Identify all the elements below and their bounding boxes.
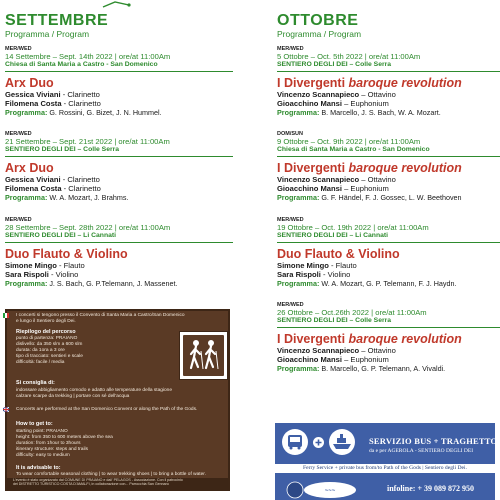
performer: Vincenzo Scannapieco – Ottavino bbox=[277, 175, 396, 184]
info-line: punto di partenza: PRAIANO bbox=[16, 336, 78, 341]
footer-line: dei DISTRETTO TURISTICO COSTA D'AMALFI, in collaborazione con... Parrocchia San Gennaro bbox=[13, 482, 169, 486]
event-oct-5 bbox=[277, 46, 500, 117]
divider bbox=[5, 242, 233, 243]
info-heading: It is advisable to: bbox=[16, 465, 61, 471]
performer: Gessica Viviani - Clarinetto bbox=[5, 90, 100, 99]
program-line: Programma: G. F. Händel, F. J. Gossec, L. W. Beethoven bbox=[277, 193, 462, 202]
bus-icon bbox=[281, 428, 309, 456]
svg-text:~~~: ~~~ bbox=[324, 488, 336, 495]
event-day: MER/WED bbox=[5, 46, 32, 52]
event-day: DOM/SUN bbox=[277, 131, 303, 137]
performer: Gioacchino Mansi – Euphonium bbox=[277, 99, 389, 108]
ensemble-name: I Divergenti baroque revolution bbox=[277, 332, 462, 346]
info-line: dislivello: da 350 slm a 600 slm bbox=[16, 342, 83, 347]
italian-flag-icon bbox=[3, 313, 9, 318]
info-line: difficoltà: facile / media bbox=[16, 360, 65, 365]
info-line: calzare scarpe da trekking | portare con sé dell'acqua bbox=[16, 394, 130, 399]
info-heading: Si consiglia di: bbox=[16, 380, 55, 386]
info-line: duration: from 1hour to 3hours bbox=[16, 441, 81, 446]
program-line: Programma: W. A. Mozart, J. Brahms. bbox=[5, 193, 129, 202]
event-sept-14 bbox=[5, 46, 245, 117]
september-subtitle: Programma / Program bbox=[5, 29, 90, 39]
info-heading: How to get to: bbox=[16, 421, 53, 427]
event-date: 14 Settembre – Sept. 14th 2022 | ore/at 11:00Am bbox=[5, 52, 171, 61]
event-oct-19 bbox=[277, 217, 500, 288]
event-place: Chiesa di Santa Maria a Castro - San Domenico bbox=[277, 146, 430, 153]
info-line: e lungo il Sentiero degli Dei. bbox=[16, 319, 76, 324]
ensemble-name: Duo Flauto & Violino bbox=[5, 247, 128, 261]
divider bbox=[5, 71, 233, 72]
event-day: MER/WED bbox=[277, 46, 304, 52]
info-line: tipo di tracciato: sentieri e scale bbox=[16, 354, 83, 359]
route-info-box bbox=[5, 309, 230, 491]
divider bbox=[277, 156, 500, 157]
program-line: Programma: J. S. Bach, G. P.Telemann, J. Massenet. bbox=[5, 279, 178, 288]
event-sept-28 bbox=[5, 217, 245, 288]
hikers-sign-icon bbox=[180, 332, 227, 379]
event-day: MER/WED bbox=[277, 302, 304, 308]
info-line: durata: da 1ora a 3 ore bbox=[16, 348, 65, 353]
program-line: Programma: G. Rossini, G. Bizet, J. N. Hummel. bbox=[5, 108, 162, 117]
october-title: OTTOBRE bbox=[277, 12, 359, 29]
divider bbox=[5, 156, 233, 157]
bus-english-band: Ferry Service + private bus from/to Path of the Gods | Sentiero degli Dei. bbox=[275, 464, 495, 473]
bus-ferry-banner bbox=[275, 423, 498, 500]
performer: Simone Mingo - Flauto bbox=[277, 261, 357, 270]
bus-title: SERVIZIO BUS + TRAGHETTO bbox=[369, 436, 498, 446]
partner-logos-icon bbox=[285, 479, 375, 500]
info-line: indossare abbigliamento comodo e adatto alle temperature della stagione bbox=[16, 388, 172, 393]
program-line: Programma: W. A. Mozart, G. P. Telemann, F. J. Haydn. bbox=[277, 279, 457, 288]
ferry-icon bbox=[328, 428, 356, 456]
info-line: starting point: PRAIANO bbox=[16, 429, 68, 434]
plus-icon bbox=[313, 437, 324, 448]
event-date: 26 Ottobre – Oct.26th 2022 | ore/at 11:00Am bbox=[277, 308, 427, 317]
event-date: 28 Settembre – Sept. 28th 2022 | ore/at 11:00Am bbox=[5, 223, 171, 232]
performer: Filomena Costa - Clarinetto bbox=[5, 99, 101, 108]
october-subtitle: Programma / Program bbox=[277, 29, 362, 39]
performer: Sara Rispoli - Violino bbox=[5, 270, 79, 279]
uk-flag-icon bbox=[3, 407, 9, 412]
info-line: Concerts are performed at the San Domenico Convent or along the Path of the Gods. bbox=[16, 407, 198, 412]
divider bbox=[277, 71, 500, 72]
program-line: Programma: B. Marcello, J. S. Bach, W. A. Mozart. bbox=[277, 108, 441, 117]
event-day: MER/WED bbox=[277, 217, 304, 223]
event-oct-26 bbox=[277, 302, 500, 373]
bus-infoline: infoline: + 39 089 872 950 bbox=[387, 484, 475, 493]
september-column bbox=[5, 0, 235, 288]
info-line: difficulty: easy to medium bbox=[16, 453, 70, 458]
info-line: To wear comfortable seasonal clothing | to wear trekking shoes | to bring a bottle of water. bbox=[16, 472, 206, 477]
ensemble-name: Arx Duo bbox=[5, 76, 54, 90]
event-place: SENTIERO DEGLI DEI – Li Cannati bbox=[5, 232, 117, 239]
event-date: 21 Settembre – Sept. 21st 2022 | ore/at 11:00Am bbox=[5, 137, 170, 146]
performer: Gessica Viviani - Clarinetto bbox=[5, 175, 100, 184]
performer: Vincenzo Scannapieco – Ottavino bbox=[277, 90, 396, 99]
ensemble-name: I Divergenti baroque revolution bbox=[277, 161, 462, 175]
event-place: SENTIERO DEGLI DEI – Colle Serra bbox=[5, 146, 120, 153]
info-heading: Riepilogo del percorso bbox=[16, 329, 76, 335]
event-date: 19 Ottobre – Oct. 19th 2022 | ore/at 11:00Am bbox=[277, 223, 429, 232]
performer: Gioacchino Mansi – Euphonium bbox=[277, 355, 389, 364]
performer: Simone Mingo - Flauto bbox=[5, 261, 85, 270]
info-line: itinerary structure: steps and trails bbox=[16, 447, 88, 452]
bus-banner-header bbox=[275, 428, 498, 461]
ensemble-name: Duo Flauto & Violino bbox=[277, 247, 400, 261]
bus-subtitle: da e per AGEROLA - SENTIERO DEGLI DEI bbox=[369, 448, 474, 454]
performer: Sara Rispoli - Violino bbox=[277, 270, 351, 279]
event-date: 5 Ottobre – Oct. 5th 2022 | ore/at 11:00Am bbox=[277, 52, 421, 61]
info-line: height: from 350 to 600 meters above the sea bbox=[16, 435, 113, 440]
footer-line: L'evento è stato organizzato dal COMUNE DI PRAIANO e dall' PELAGOS - Associazione. Con il patrocinio bbox=[13, 478, 183, 482]
event-place: SENTIERO DEGLI DEI – Colle Serra bbox=[277, 61, 392, 68]
divider bbox=[277, 327, 500, 328]
organizer-footer bbox=[7, 478, 228, 489]
event-place: SENTIERO DEGLI DEI – Li Cannati bbox=[277, 232, 389, 239]
event-place: SENTIERO DEGLI DEI – Colle Serra bbox=[277, 317, 392, 324]
performer: Filomena Costa - Clarinetto bbox=[5, 184, 101, 193]
performer: Gioacchino Mansi – Euphonium bbox=[277, 184, 389, 193]
divider bbox=[277, 242, 500, 243]
event-day: MER/WED bbox=[5, 131, 32, 137]
event-date: 9 Ottobre – Oct. 9th 2022 | ore/at 11:00Am bbox=[277, 137, 421, 146]
ensemble-name: Arx Duo bbox=[5, 161, 54, 175]
september-title: SETTEMBRE bbox=[5, 12, 109, 29]
performer: Vincenzo Scannapieco – Ottavino bbox=[277, 346, 396, 355]
event-oct-9 bbox=[277, 131, 500, 202]
event-sept-21 bbox=[5, 131, 245, 202]
info-line: I concerti si tengono presso il Convento di Santa Maria a Castro/San Domenico bbox=[16, 313, 185, 318]
ensemble-name: I Divergenti baroque revolution bbox=[277, 76, 462, 90]
program-line: Programma: B. Marcello, G. P. Telemann, A. Vivaldi. bbox=[277, 364, 446, 373]
october-column bbox=[277, 0, 500, 373]
event-day: MER/WED bbox=[5, 217, 32, 223]
event-place: Chiesa di Santa Maria a Castro - San Domenico bbox=[5, 61, 158, 68]
